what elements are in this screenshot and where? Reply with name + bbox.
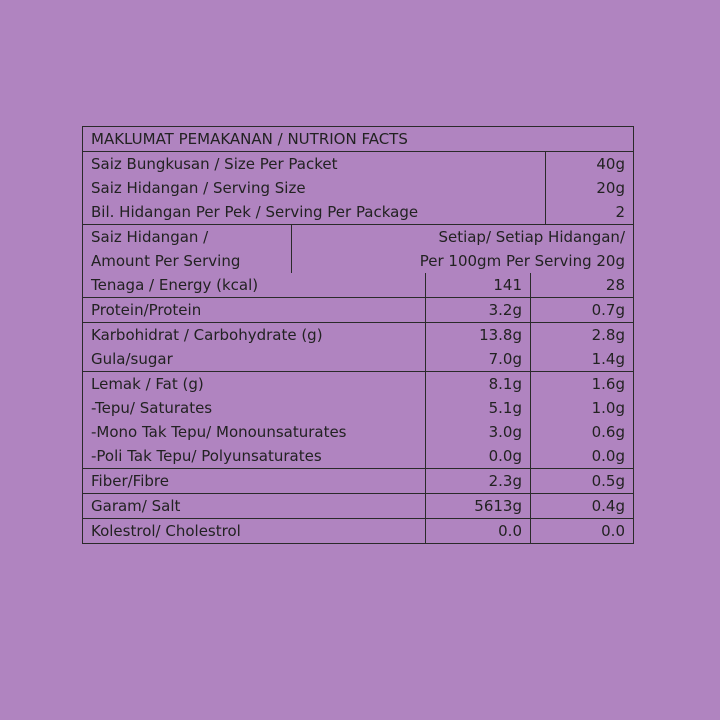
table-title: MAKLUMAT PEMAKANAN / NUTRION FACTS [91,130,408,148]
nutrient-label: Gula/sugar [91,350,173,368]
per-100g-value-cell [425,469,530,493]
per-serving-value: 0.0g [591,447,625,465]
per-100g-value-cell [425,519,530,543]
packet-values [545,152,633,224]
nutrient-label-cell [83,273,425,297]
nutrition-facts-table [82,126,634,544]
per-serving-value: 1.4g [591,350,625,368]
nutrient-group-row [83,468,633,493]
per-100g-value-cell [425,372,530,468]
amount-header-line-1: Saiz Hidangan / [91,228,209,246]
per-100g-value: 2.3g [488,472,522,490]
per-serving-header-line-2: Per 100gm Per Serving 20g [419,252,625,270]
nutrient-label: Karbohidrat / Carbohydrate (g) [91,326,323,344]
nutrient-label: Garam/ Salt [91,497,181,515]
per-serving-value-cell [530,469,633,493]
nutrient-label-cell [83,494,425,518]
nutrient-rows [83,273,633,543]
per-100g-value: 141 [493,276,522,294]
nutrient-label: Kolestrol/ Cholestrol [91,522,241,540]
per-serving-value: 0.4g [591,497,625,515]
per-100g-value: 13.8g [479,326,522,344]
nutrient-group-row [83,518,633,543]
per-serving-value-cell [530,494,633,518]
serving-size-label: Saiz Hidangan / Serving Size [91,179,306,197]
nutrient-label-cell [83,323,425,371]
nutrient-group-row [83,322,633,371]
per-100g-value: 5.1g [488,399,522,417]
nutrient-label-cell [83,298,425,322]
packet-size-value: 40g [596,155,625,173]
per-100g-value-cell [425,494,530,518]
amount-header-line-2: Amount Per Serving [91,252,241,270]
per-serving-value: 28 [605,276,625,294]
packet-labels [83,152,545,224]
nutrient-label: -Poli Tak Tepu/ Polyunsaturates [91,447,322,465]
nutrient-label-cell [83,469,425,493]
per-serving-value-cell [530,519,633,543]
per-serving-value: 1.0g [591,399,625,417]
per-100g-value-cell [425,273,530,297]
per-serving-value: 0.0 [601,522,625,540]
per-serving-value: 2.8g [591,326,625,344]
per-serving-value-cell [530,323,633,371]
per-serving-header-line-1: Setiap/ Setiap Hidangan/ [438,228,625,246]
per-100g-value: 0.0 [498,522,522,540]
packet-size-label: Saiz Bungkusan / Size Per Packet [91,155,338,173]
nutrient-group-row [83,493,633,518]
per-serving-value: 1.6g [591,375,625,393]
per-serving-value: 0.7g [591,301,625,319]
nutrient-group-row [83,273,633,297]
per-100g-value-cell [425,298,530,322]
serving-size-value: 20g [596,179,625,197]
nutrient-label: Tenaga / Energy (kcal) [91,276,259,294]
per-serving-value-cell [530,298,633,322]
per-100g-value: 5613g [474,497,522,515]
servings-per-package-value: 2 [615,203,625,221]
table-title-row [83,127,633,151]
per-100g-value: 0.0g [488,447,522,465]
per-100g-value-cell [425,323,530,371]
column-header-block [83,224,633,273]
amount-header [83,225,291,273]
per-serving-value: 0.6g [591,423,625,441]
nutrient-group-row [83,297,633,322]
nutrient-label: Fiber/Fibre [91,472,169,490]
nutrient-label: -Tepu/ Saturates [91,399,213,417]
servings-per-package-label: Bil. Hidangan Per Pek / Serving Per Package [91,203,419,221]
per-serving-value: 0.5g [591,472,625,490]
nutrient-label: Protein/Protein [91,301,202,319]
per-100g-value: 3.2g [488,301,522,319]
nutrient-label-cell [83,519,425,543]
packet-info-block [83,151,633,224]
nutrient-group-row [83,371,633,468]
nutrient-label: Lemak / Fat (g) [91,375,204,393]
per-100g-value: 8.1g [488,375,522,393]
nutrient-label-cell [83,372,425,468]
per-serving-header [291,225,633,273]
nutrient-label: -Mono Tak Tepu/ Monounsaturates [91,423,347,441]
per-100g-value: 7.0g [488,350,522,368]
per-100g-value: 3.0g [488,423,522,441]
per-serving-value-cell [530,273,633,297]
per-serving-value-cell [530,372,633,468]
